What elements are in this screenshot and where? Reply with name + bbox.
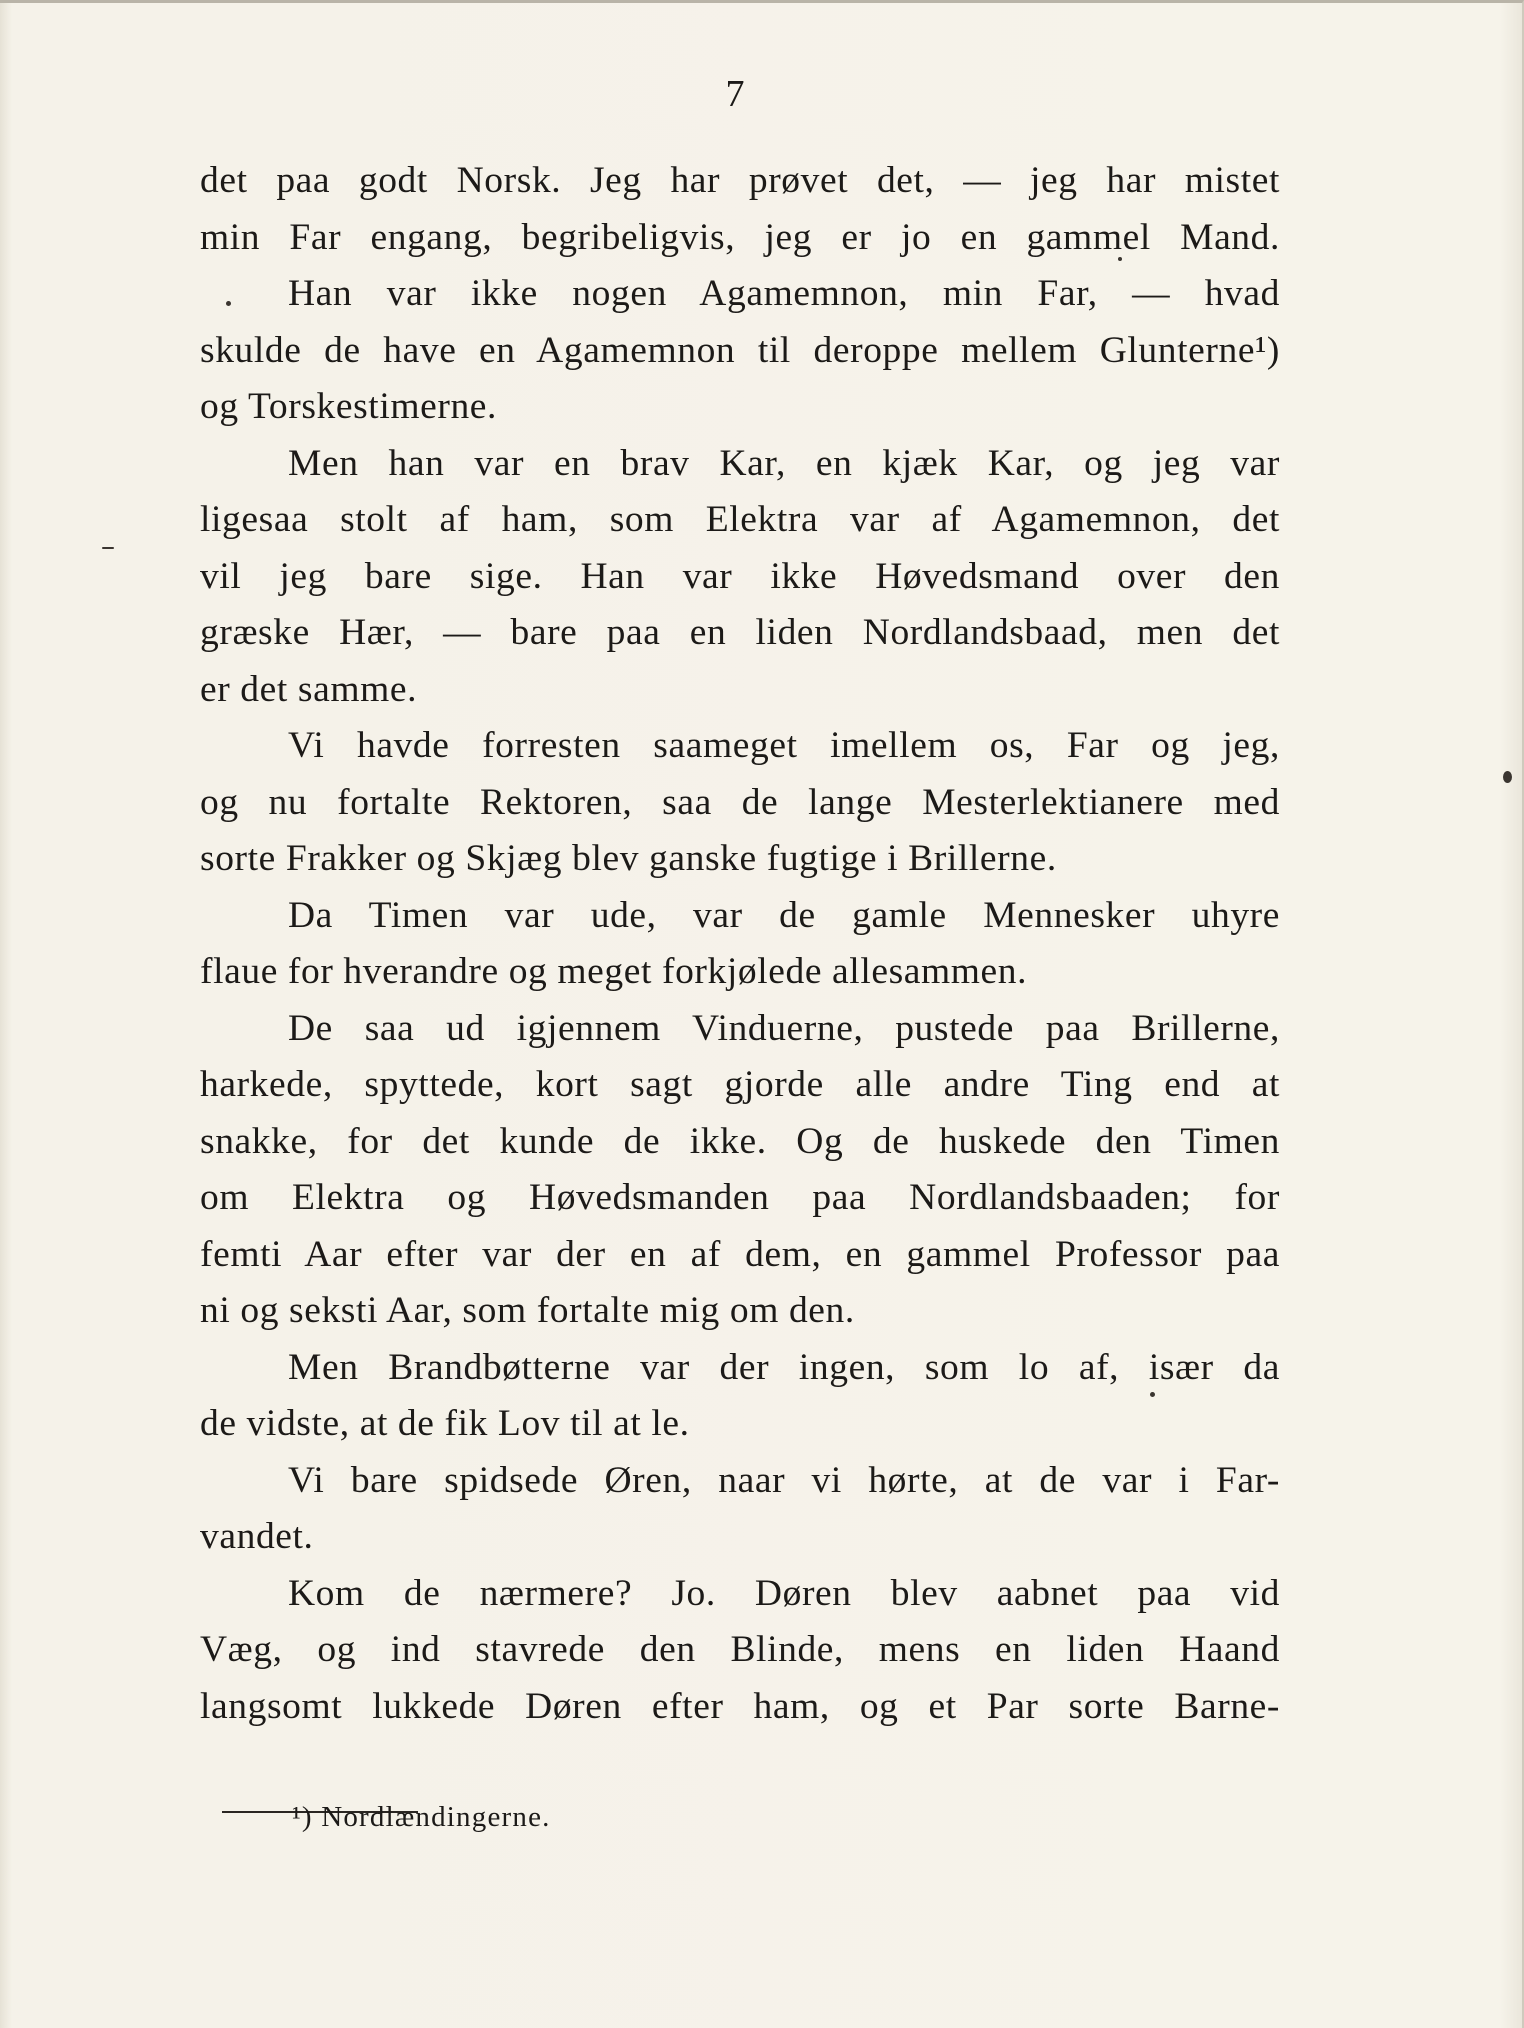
paper-speck [102, 547, 114, 549]
text-line: snakke, for det kunde de ikke. Og de huskede den Timen [200, 1120, 1280, 1162]
text-line: græske Hær, — bare paa en liden Nordlandsbaad, men det [200, 612, 1280, 653]
text-line: ligesaa stolt af ham, som Elektra var af Agamemnon, det [200, 499, 1280, 540]
text-line: Væg, og ind stavrede den Blinde, mens en liden Haand [200, 1629, 1280, 1670]
text-line: sorte Frakker og Skjæg blev ganske fugtige i Brillerne. [200, 838, 1057, 879]
text-line: og Torskestimerne. [200, 386, 498, 427]
text-line: flaue for hverandre og meget forkjølede allesammen. [200, 951, 1028, 992]
text-line: Vi bare spidsede Øren, naar vi hørte, at de var i Far- [288, 1459, 1280, 1501]
text-line: Men han var en brav Kar, en kjæk Kar, og jeg var [288, 442, 1280, 484]
text-line: Han var ikke nogen Agamemnon, min Far, — hvad [288, 273, 1280, 314]
paper-speck [1503, 771, 1512, 783]
paper-speck [1118, 257, 1122, 261]
text-line: femti Aar efter var der en af dem, en gammel Professor paa [200, 1233, 1280, 1275]
text-line: og nu fortalte Rektoren, saa de lange Mesterlektianere med [200, 781, 1280, 823]
body-text [200, 153, 1280, 1735]
text-line: de vidste, at de fik Lov til at le. [200, 1403, 690, 1444]
text-line: det paa godt Norsk. Jeg har prøvet det, — jeg har mistet [200, 160, 1280, 201]
text-line: ni og seksti Aar, som fortalte mig om den. [200, 1290, 855, 1331]
text-line: langsomt lukkede Døren efter ham, og et Par sorte Barne- [200, 1685, 1280, 1727]
paper-speck [1150, 1392, 1155, 1397]
text-line: vil jeg bare sige. Han var ikke Høvedsmand over den [200, 555, 1280, 597]
footnote: ¹) Nordlændingerne. [292, 1801, 551, 1833]
text-line: Da Timen var ude, var de gamle Mennesker uhyre [288, 894, 1280, 936]
text-line: min Far engang, begribeligvis, jeg er jo en gammel Mand. [200, 216, 1280, 258]
text-line: De saa ud igjennem Vinduerne, pustede paa Brillerne, [288, 1007, 1280, 1049]
text-line: Vi havde forresten saameget imellem os, Far og jeg, [288, 725, 1280, 766]
paper-speck [226, 301, 231, 306]
text-line: vandet. [200, 1516, 314, 1557]
text-line: om Elektra og Høvedsmanden paa Nordlandsbaaden; for [200, 1177, 1280, 1218]
text-line: Kom de nærmere? Jo. Døren blev aabnet paa vid [288, 1572, 1280, 1614]
text-line: skulde de have en Agamemnon til deroppe mellem Glunterne¹) [200, 329, 1280, 371]
page-number: 7 [725, 73, 745, 115]
text-line: harkede, spyttede, kort sagt gjorde alle andre Ting end at [200, 1064, 1280, 1105]
text-line: er det samme. [200, 668, 418, 710]
text-line: Men Brandbøtterne var der ingen, som lo af, især da [288, 1346, 1280, 1388]
